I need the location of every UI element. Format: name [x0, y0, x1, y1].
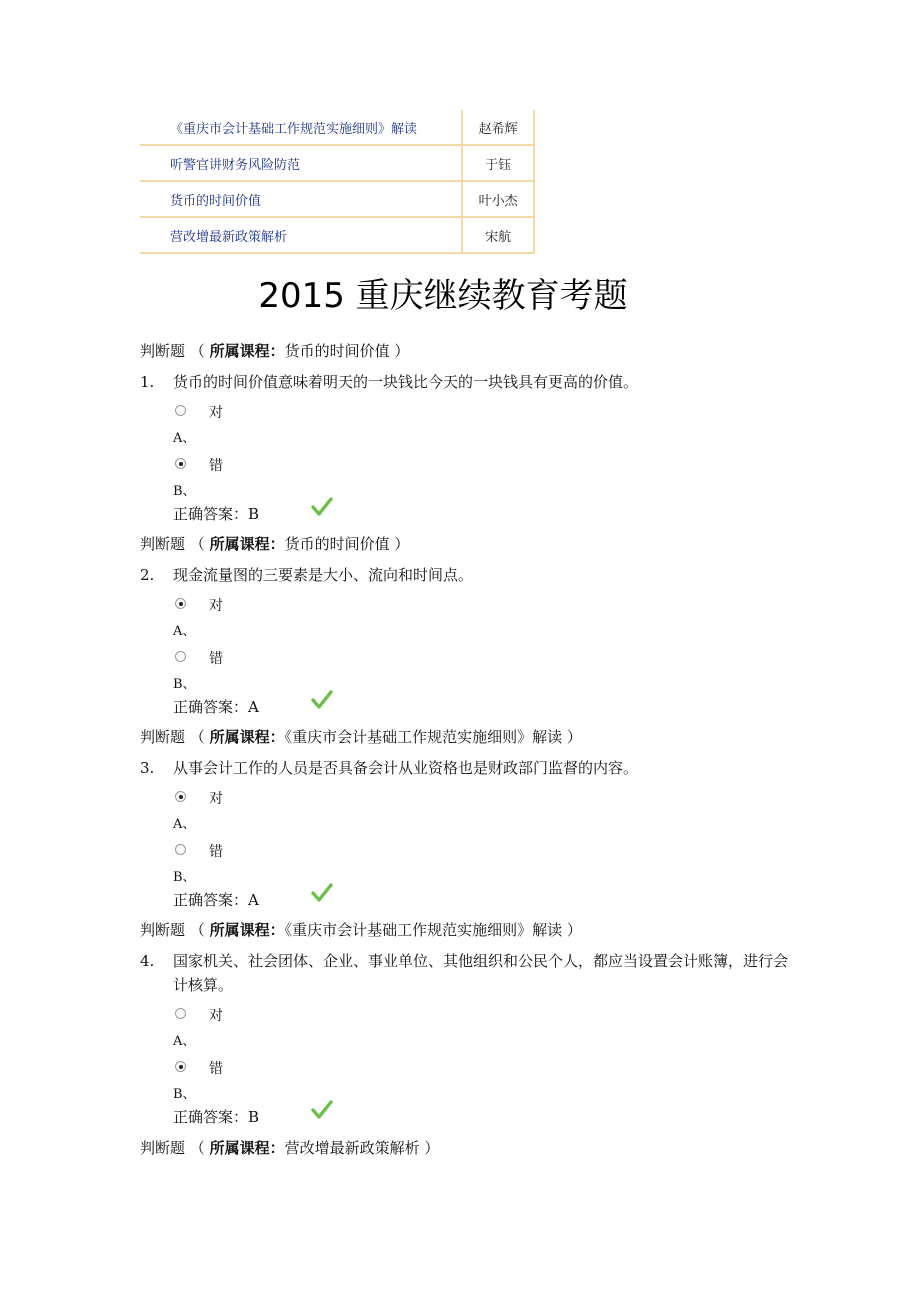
correct-answer — [173, 696, 259, 717]
course-row — [140, 217, 534, 253]
question-course: 货币的时间价值 ） — [284, 342, 410, 360]
option-a[interactable] — [173, 402, 373, 452]
question-type: 判断题 （ — [140, 342, 205, 360]
question-type: 判断题 （ — [140, 728, 205, 746]
radio-button[interactable] — [175, 458, 186, 469]
question-text — [140, 370, 800, 394]
option-text: 对 — [209, 405, 223, 421]
option-a[interactable] — [173, 788, 373, 838]
question-body: 现金流量图的三要素是大小、流向和时间点。 — [173, 566, 474, 584]
course-label: 所属课程： — [209, 535, 285, 553]
course-lecturer: 赵希辉 — [462, 110, 534, 145]
option-text: 对 — [209, 1008, 223, 1024]
correct-answer — [173, 1106, 259, 1127]
question-number: 1. — [140, 373, 155, 391]
option-text: 对 — [209, 791, 223, 807]
option-b[interactable] — [173, 648, 373, 698]
option-text: 错 — [209, 1061, 223, 1077]
course-lecturer: 于钰 — [462, 145, 534, 181]
radio-button[interactable] — [175, 1061, 186, 1072]
option-b[interactable] — [173, 841, 373, 891]
option-a[interactable] — [173, 595, 373, 645]
question-text — [140, 756, 800, 780]
question-header — [140, 1137, 439, 1158]
course-label: 所属课程： — [209, 728, 285, 746]
page-title: 2015 重庆继续教育考题 — [258, 276, 628, 316]
option-letter: A、 — [173, 1034, 196, 1049]
question-header — [140, 533, 409, 554]
option-b[interactable] — [173, 1058, 373, 1108]
option-letter: A、 — [173, 624, 196, 639]
option-letter: B、 — [173, 870, 196, 885]
question-type: 判断题 （ — [140, 1139, 205, 1157]
question-type: 判断题 （ — [140, 921, 205, 939]
checkmark-icon — [311, 1100, 333, 1120]
question-course: 《重庆市会计基础工作规范实施细则》解读 ） — [284, 921, 582, 939]
question-number: 3. — [140, 759, 155, 777]
question-body: 从事会计工作的人员是否具备会计从业资格也是财政部门监督的内容。 — [173, 759, 639, 777]
question-number: 4. — [140, 952, 155, 970]
radio-button[interactable] — [175, 598, 186, 609]
question-text — [140, 949, 800, 997]
course-label: 所属课程： — [209, 1139, 285, 1157]
course-title[interactable]: 货币的时间价值 — [170, 193, 262, 209]
option-text: 错 — [209, 458, 223, 474]
question-course: 《重庆市会计基础工作规范实施细则》解读 ） — [284, 728, 582, 746]
question-body: 国家机关、社会团体、企业、事业单位、其他组织和公民个人，都应当设置会计账簿，进行会计核算。 — [173, 952, 789, 994]
question-header — [140, 726, 582, 747]
option-b[interactable] — [173, 455, 373, 505]
option-letter: B、 — [173, 677, 196, 692]
option-letter: B、 — [173, 1087, 196, 1102]
checkmark-icon — [311, 497, 333, 517]
option-a[interactable] — [173, 1005, 373, 1055]
course-lecturer: 叶小杰 — [462, 181, 534, 217]
course-table — [140, 110, 535, 254]
option-letter: B、 — [173, 484, 196, 499]
correct-answer — [173, 503, 259, 524]
option-text: 错 — [209, 651, 223, 667]
radio-button[interactable] — [175, 844, 186, 855]
answer-text: 正确答案：B — [173, 505, 260, 523]
course-title[interactable]: 《重庆市会计基础工作规范实施细则》解读 — [170, 121, 418, 137]
radio-button[interactable] — [175, 1008, 186, 1019]
answer-text: 正确答案：A — [173, 698, 259, 716]
question-type: 判断题 （ — [140, 535, 205, 553]
question-header — [140, 340, 409, 361]
course-row — [140, 110, 534, 145]
question-course: 营改增最新政策解析 ） — [284, 1139, 440, 1157]
checkmark-icon — [311, 690, 333, 710]
option-letter: A、 — [173, 431, 196, 446]
question-number: 2. — [140, 566, 155, 584]
question-body: 货币的时间价值意味着明天的一块钱比今天的一块钱具有更高的价值。 — [173, 373, 639, 391]
course-lecturer: 宋航 — [462, 217, 534, 253]
course-row — [140, 145, 534, 181]
option-letter: A、 — [173, 817, 196, 832]
correct-answer — [173, 889, 259, 910]
question-text — [140, 563, 800, 587]
course-row — [140, 181, 534, 217]
option-text: 错 — [209, 844, 223, 860]
radio-button[interactable] — [175, 651, 186, 662]
course-label: 所属课程： — [209, 342, 285, 360]
question-header — [140, 919, 582, 940]
option-text: 对 — [209, 598, 223, 614]
course-title[interactable]: 营改增最新政策解析 — [170, 229, 288, 245]
radio-button[interactable] — [175, 405, 186, 416]
course-label: 所属课程： — [209, 921, 285, 939]
question-course: 货币的时间价值 ） — [284, 535, 410, 553]
answer-text: 正确答案：B — [173, 1108, 260, 1126]
radio-button[interactable] — [175, 791, 186, 802]
checkmark-icon — [311, 883, 333, 903]
course-title[interactable]: 听警官讲财务风险防范 — [170, 157, 301, 173]
answer-text: 正确答案：A — [173, 891, 259, 909]
